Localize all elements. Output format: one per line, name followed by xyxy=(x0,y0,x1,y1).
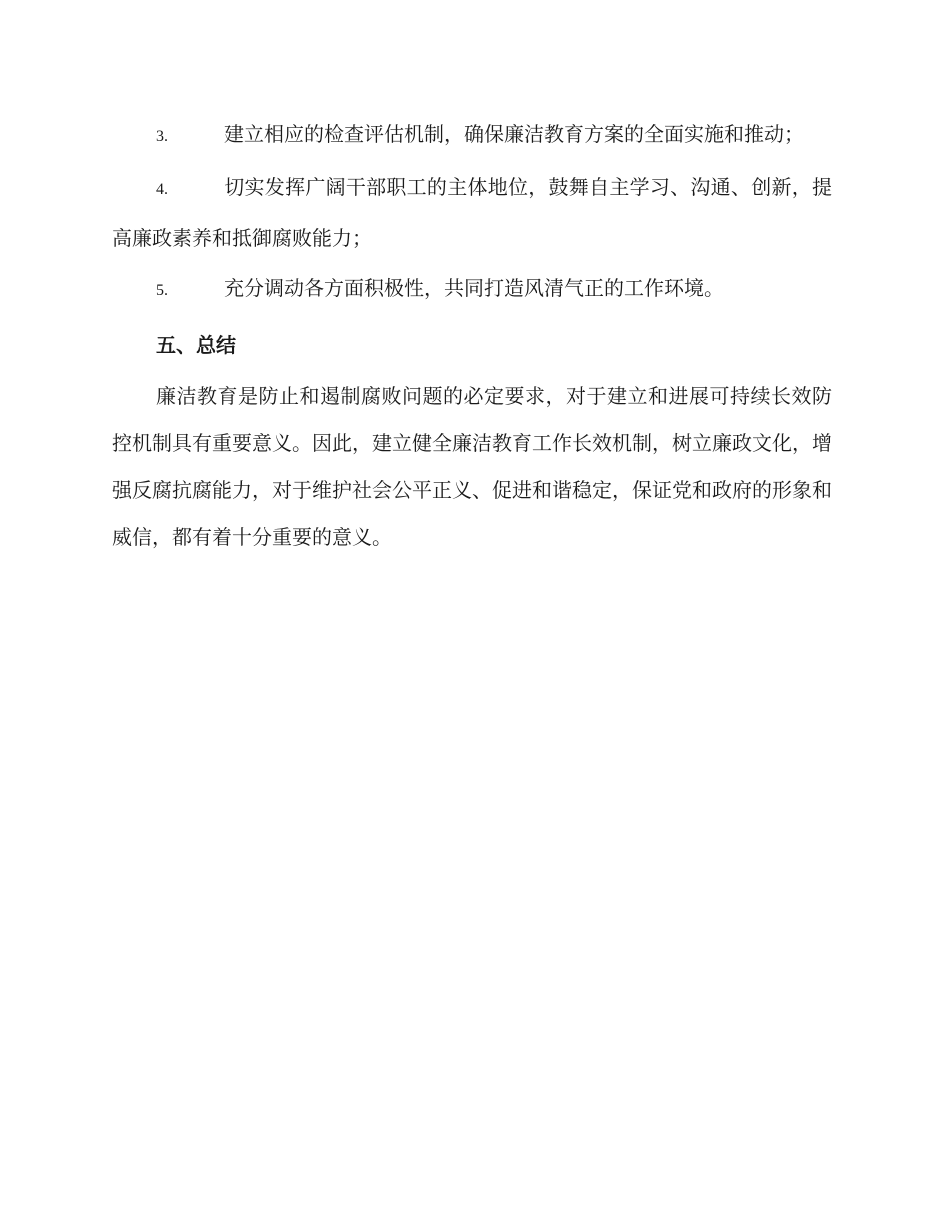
list-item-number: 4. xyxy=(156,181,168,198)
list-item-4 xyxy=(112,163,832,262)
list-item-number: 3. xyxy=(156,128,168,145)
document-page xyxy=(112,110,832,561)
list-item-text: 建立相应的检查评估机制，确保廉洁教育方案的全面实施和推动； xyxy=(224,122,804,146)
section-heading: 五、总结 xyxy=(156,333,236,357)
list-item-3 xyxy=(112,110,832,161)
list-item-text: 充分调动各方面积极性，共同打造风清气正的工作环境。 xyxy=(224,276,724,300)
list-item-5 xyxy=(112,264,832,315)
list-item-number: 5. xyxy=(156,282,168,299)
summary-paragraph: 廉洁教育是防止和遏制腐败问题的必定要求，对于建立和进展可持续长效防控机制具有重要意义。因此，建立健全廉洁教育工作长效机制，树立廉政文化，增强反腐抗腐能力，对于维护社会公平正义、促进和谐稳定，保证党和政府的形象和威信，都有着十分重要的意义。 xyxy=(112,384,832,549)
list-item-text: 切实发挥广阔干部职工的主体地位，鼓舞自主学习、沟通、创新，提高廉政素养和抵御腐败能力； xyxy=(112,175,832,250)
